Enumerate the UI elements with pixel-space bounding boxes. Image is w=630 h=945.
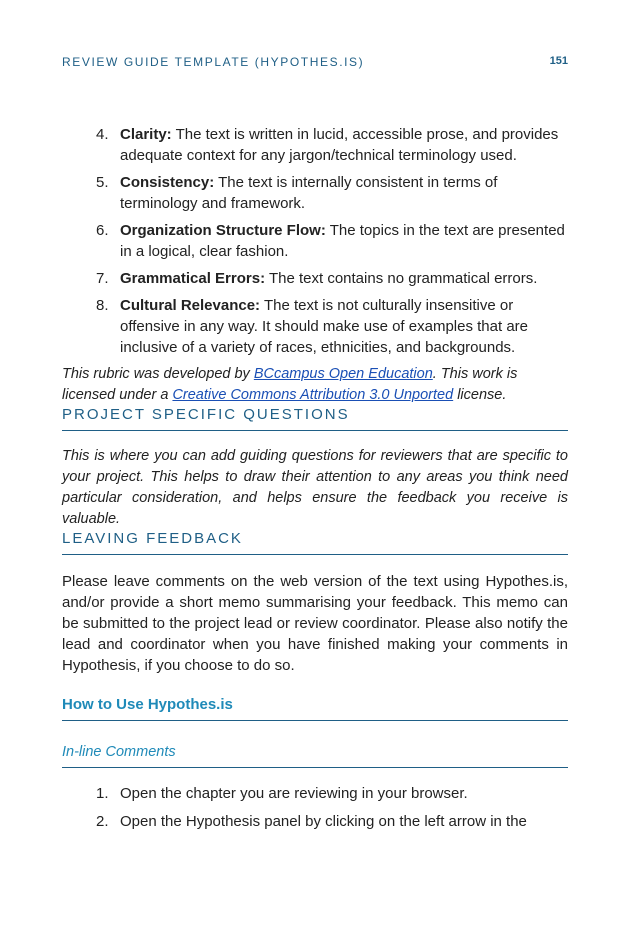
criterion-term: Clarity:: [120, 126, 172, 143]
list-item: [62, 811, 568, 832]
criterion-text: The text is written in lucid, accessible prose, and provides adequate context for any jargon/technical terminology used.: [120, 126, 559, 164]
criterion-term: Consistency:: [120, 174, 215, 191]
attribution-text-middle: . This work is licensed under a: [62, 366, 518, 403]
criterion-term: Grammatical Errors:: [120, 270, 266, 287]
running-title: REVIEW GUIDE TEMPLATE (HYPOTHES.IS): [62, 55, 365, 69]
how-to-heading: How to Use Hypothes.is: [62, 696, 568, 721]
bccampus-link[interactable]: BCcampus Open Education: [253, 366, 433, 382]
criterion-text: The text is internally consistent in terms of terminology and framework.: [120, 174, 498, 212]
list-number: 5.: [96, 174, 109, 191]
criterion-term: Cultural Relevance:: [120, 297, 261, 314]
rubric-attribution: [62, 364, 568, 406]
step-text: Open the chapter you are reviewing in your browser.: [120, 785, 468, 802]
page-number: 151: [549, 55, 568, 67]
leaving-feedback-text: Please leave comments on the web version of the text using Hypothes.is, and/or provide a short memo summarising your feedback. This memo can be submitted to the project lead or review coordinator. Please also notify the lead and coordinator when you have finished making your comments in Hypothesis, if you choose to do so.: [62, 573, 568, 674]
list-number: 6.: [96, 222, 109, 239]
project-questions-text: This is where you can add guiding questions for reviewers that are specific to your project. This helps to draw their attention to any areas you think need particular consideration, and helps ensure the feedback you receive is valuable.: [62, 448, 568, 527]
page-content: [62, 124, 568, 839]
rubric-criteria-list: [62, 124, 568, 358]
list-item: [62, 268, 568, 289]
step-text: Open the Hypothesis panel by clicking on the left arrow in the: [120, 813, 527, 830]
list-item: [62, 783, 568, 804]
inline-comments-heading: In-line Comments: [62, 744, 568, 768]
list-number: 2.: [96, 813, 109, 830]
list-number: 4.: [96, 126, 109, 143]
list-number: 8.: [96, 297, 109, 314]
list-item: [62, 172, 568, 214]
steps-list: [62, 783, 568, 832]
leaving-feedback-heading: LEAVING FEEDBACK: [62, 530, 568, 555]
criterion-text: The text is not culturally insensitive or offensive in any way. It should make use of examples that are inclusive of a variety of races, ethnicities, and backgrounds.: [120, 297, 529, 356]
list-number: 1.: [96, 785, 109, 802]
criterion-text: The text contains no grammatical errors.: [265, 270, 538, 287]
creative-commons-link[interactable]: Creative Commons Attribution 3.0 Unported: [172, 387, 454, 403]
criterion-text: The topics in the text are presented in a logical, clear fashion.: [120, 222, 565, 260]
running-header: [62, 55, 568, 69]
criterion-term: Organization Structure Flow:: [120, 222, 326, 239]
attribution-text-after: license.: [453, 387, 507, 403]
list-item: [62, 124, 568, 166]
attribution-text-before: This rubric was developed by: [62, 366, 254, 382]
list-item: [62, 295, 568, 358]
list-number: 7.: [96, 270, 109, 287]
list-item: [62, 220, 568, 262]
project-questions-heading: PROJECT SPECIFIC QUESTIONS: [62, 406, 568, 431]
